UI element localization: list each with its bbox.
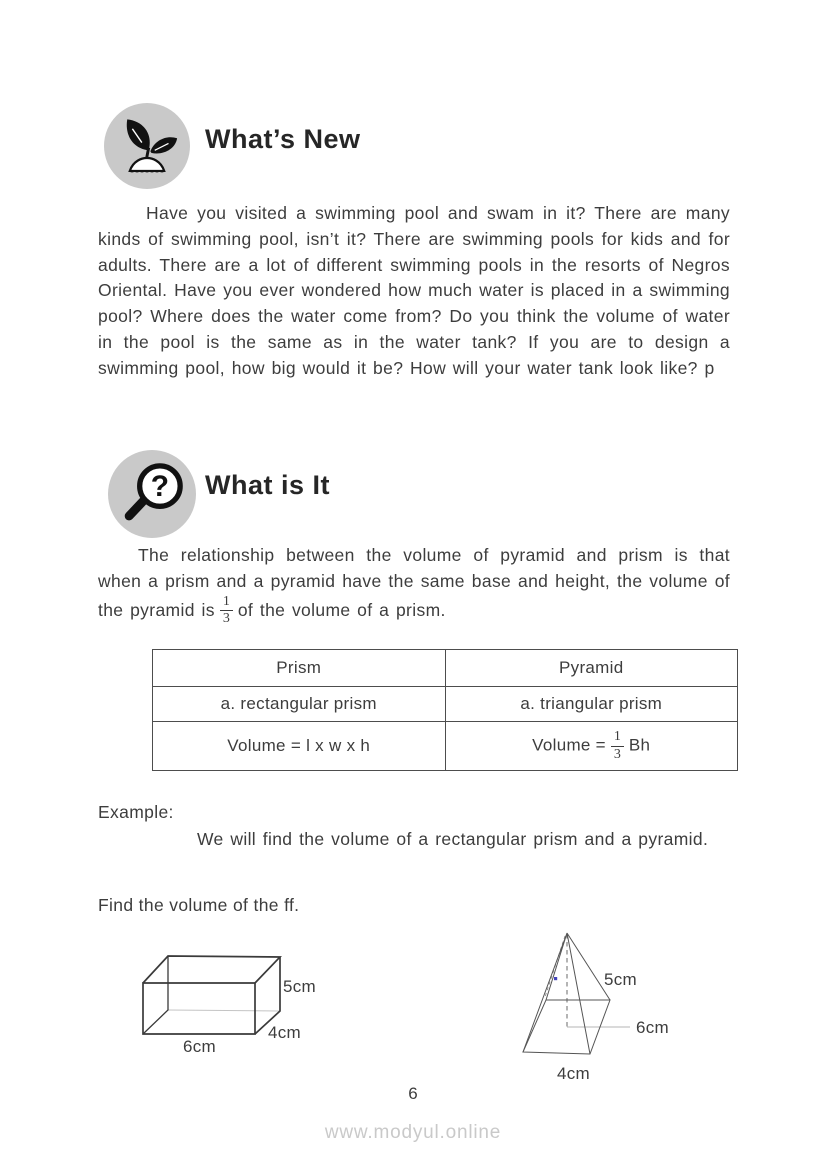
page-number: 6: [408, 1084, 418, 1103]
footer-watermark: www.modyul.online: [324, 1122, 502, 1143]
example-label: Example:: [98, 802, 174, 822]
table-row: [153, 722, 738, 771]
fraction-numerator: 1: [220, 595, 233, 612]
paragraph-text-after-fraction: of the volume of a prism.: [237, 599, 446, 620]
seedling-icon: [104, 103, 190, 189]
find-volume-instruction: Find the volume of the ff.: [98, 895, 300, 915]
example-text: We will find the volume of a rectangular prism and a pyramid.: [197, 829, 709, 849]
rectangular-prism-drawing: [135, 948, 335, 1063]
table-cell-rectangular-prism: a. rectangular prism: [153, 687, 446, 722]
paragraph-text-before-fraction: The relationship between the volume of pyramid and prism is that when a prism and a pyramid have the same base and height, the volume of the pyramid is: [98, 545, 730, 620]
table-cell-prism-formula: Volume = l x w x h: [153, 722, 446, 771]
pyramid-slant-label: 5cm: [604, 970, 638, 989]
magnifier-question-icon-svg: [108, 450, 196, 538]
prism-width-label: 4cm: [268, 1023, 302, 1042]
pyramid-formula-suffix: Bh: [628, 735, 651, 755]
magnifier-question-icon: [108, 450, 196, 538]
pyramid-figure: [478, 924, 688, 1089]
pyramid-base-label: 4cm: [557, 1064, 591, 1083]
fraction-one-third: [611, 730, 624, 762]
rectangular-prism-figure: [135, 948, 335, 1063]
fraction-numerator: 1: [611, 730, 624, 747]
table-cell-triangular-prism: a. triangular prism: [445, 687, 738, 722]
section-title-what-is-it: What is It: [205, 470, 330, 500]
what-is-it-paragraph: [98, 543, 730, 627]
pyramid-drawing: [478, 924, 688, 1089]
whats-new-paragraph: Have you visited a swimming pool and swam in it? There are many kinds of swimming pool, isn’t it? There are swimming pools for kids and for adults. There are a lot of different swimming pools in the resorts of Negros Oriental. Have you ever wondered how much water is placed in a swimming pool? Where does the water come from? Do you think the volume of water in the pool is the same as in the water tank? If you are to design a swimming pool, how big would it be? How will your water tank look like? p: [98, 203, 730, 378]
table-header-row: [153, 650, 738, 687]
pyramid-height-dot: [554, 977, 557, 980]
table-row: [153, 687, 738, 722]
pyramid-height-label: 6cm: [636, 1018, 670, 1037]
fraction-denominator: 3: [222, 611, 230, 627]
seedling-icon-svg: [104, 103, 190, 189]
volume-formula-table: [152, 649, 738, 771]
fraction-denominator: 3: [613, 746, 621, 762]
svg-text:?: ?: [150, 469, 170, 503]
table-header-pyramid: Pyramid: [445, 650, 738, 687]
pyramid-formula-prefix: Volume =: [532, 735, 606, 755]
table-header-prism: Prism: [153, 650, 446, 687]
prism-length-label: 6cm: [183, 1037, 217, 1056]
prism-height-label: 5cm: [283, 977, 317, 996]
section-title-whats-new: What’s New: [205, 124, 361, 154]
table-cell-pyramid-formula: [445, 722, 738, 771]
fraction-one-third: [220, 595, 233, 627]
